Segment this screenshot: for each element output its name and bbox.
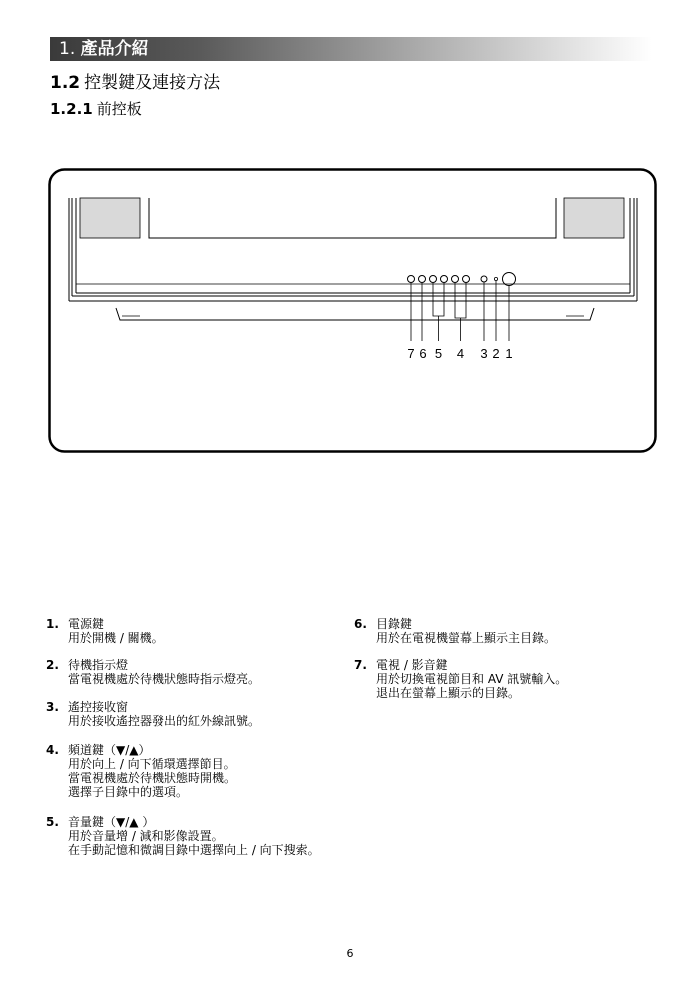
callout-1: 1 <box>505 346 513 361</box>
item-number: 1. <box>46 617 59 631</box>
callout-2: 2 <box>492 346 500 361</box>
section-banner <box>50 37 652 61</box>
button-6-menu-key <box>419 276 426 283</box>
section-title-text: 產品介紹 <box>80 39 149 59</box>
item-5-volume-key <box>46 815 320 857</box>
callout-6: 6 <box>419 346 427 361</box>
subsection-number: 1.2 <box>50 73 81 93</box>
subsubsection-heading <box>50 99 142 119</box>
item-7-tv-av-key <box>354 658 567 700</box>
section-number: 1. <box>59 39 76 59</box>
item-desc: 用於向上 / 向下循環選擇節目。 <box>68 757 236 771</box>
standby-indicator <box>494 277 497 280</box>
item-1-power-key <box>46 617 164 645</box>
item-desc: 用於音量增 / 減和影像設置。 <box>68 829 224 843</box>
button-5a-volume-key <box>430 276 437 283</box>
item-number: 5. <box>46 815 59 829</box>
item-4-channel-key <box>46 743 236 799</box>
item-name: 音量鍵（▼/▲ ） <box>68 815 155 829</box>
callout-4: 4 <box>456 346 465 361</box>
item-desc: 退出在螢幕上顯示的目錄。 <box>376 686 521 700</box>
button-5b-volume-key <box>441 276 448 283</box>
item-2-standby-indicator <box>46 658 260 686</box>
item-desc: 用於在電視機螢幕上顯示主目錄。 <box>376 631 557 645</box>
button-4a-channel-key <box>452 276 459 283</box>
subsection-title: 控製鍵及連接方法 <box>84 73 221 93</box>
item-desc: 用於開機 / 關機。 <box>68 631 164 645</box>
button-4b-channel-key <box>463 276 470 283</box>
item-name: 電源鍵 <box>68 617 105 631</box>
item-desc: 用於接收遙控器發出的紅外線訊號。 <box>68 714 261 728</box>
button-7-av-key <box>408 276 415 283</box>
item-desc: 用於切換電視節目和 AV 訊號輸入。 <box>376 672 568 686</box>
item-name: 目錄鍵 <box>376 617 413 631</box>
page-number: 6 <box>346 947 354 960</box>
item-number: 2. <box>46 658 59 672</box>
subsubsection-number: 1.2.1 <box>50 100 93 118</box>
item-number: 7. <box>354 658 367 672</box>
callout-5: 5 <box>434 346 443 361</box>
subsection-heading <box>50 72 220 94</box>
callout-3: 3 <box>480 346 488 361</box>
item-desc: 當電視機處於待機狀態時開機。 <box>68 771 237 785</box>
screen-bottom-edge <box>149 198 556 238</box>
item-name: 頻道鍵（▼/▲） <box>68 743 151 757</box>
remote-sensor-window <box>481 276 487 282</box>
front-panel-diagram <box>48 168 658 454</box>
item-name: 待機指示燈 <box>68 658 129 672</box>
power-button <box>503 273 516 286</box>
left-speaker-grille <box>80 198 140 238</box>
item-6-menu-key <box>354 617 556 645</box>
subsubsection-title: 前控板 <box>96 100 142 118</box>
item-number: 6. <box>354 617 367 631</box>
item-name: 遙控接收窗 <box>68 700 129 714</box>
right-speaker-grille <box>564 198 624 238</box>
item-number: 4. <box>46 743 59 757</box>
item-desc: 在手動記憶和微調目錄中選擇向上 / 向下搜索。 <box>68 843 320 857</box>
callout-7: 7 <box>407 346 415 361</box>
item-desc: 當電視機處於待機狀態時指示燈亮。 <box>68 672 261 686</box>
item-number: 3. <box>46 700 59 714</box>
section-title <box>59 39 149 59</box>
item-name: 電視 / 影音鍵 <box>376 658 448 672</box>
item-3-remote-sensor <box>46 700 260 728</box>
item-desc: 選擇子目錄中的選項。 <box>68 785 189 799</box>
